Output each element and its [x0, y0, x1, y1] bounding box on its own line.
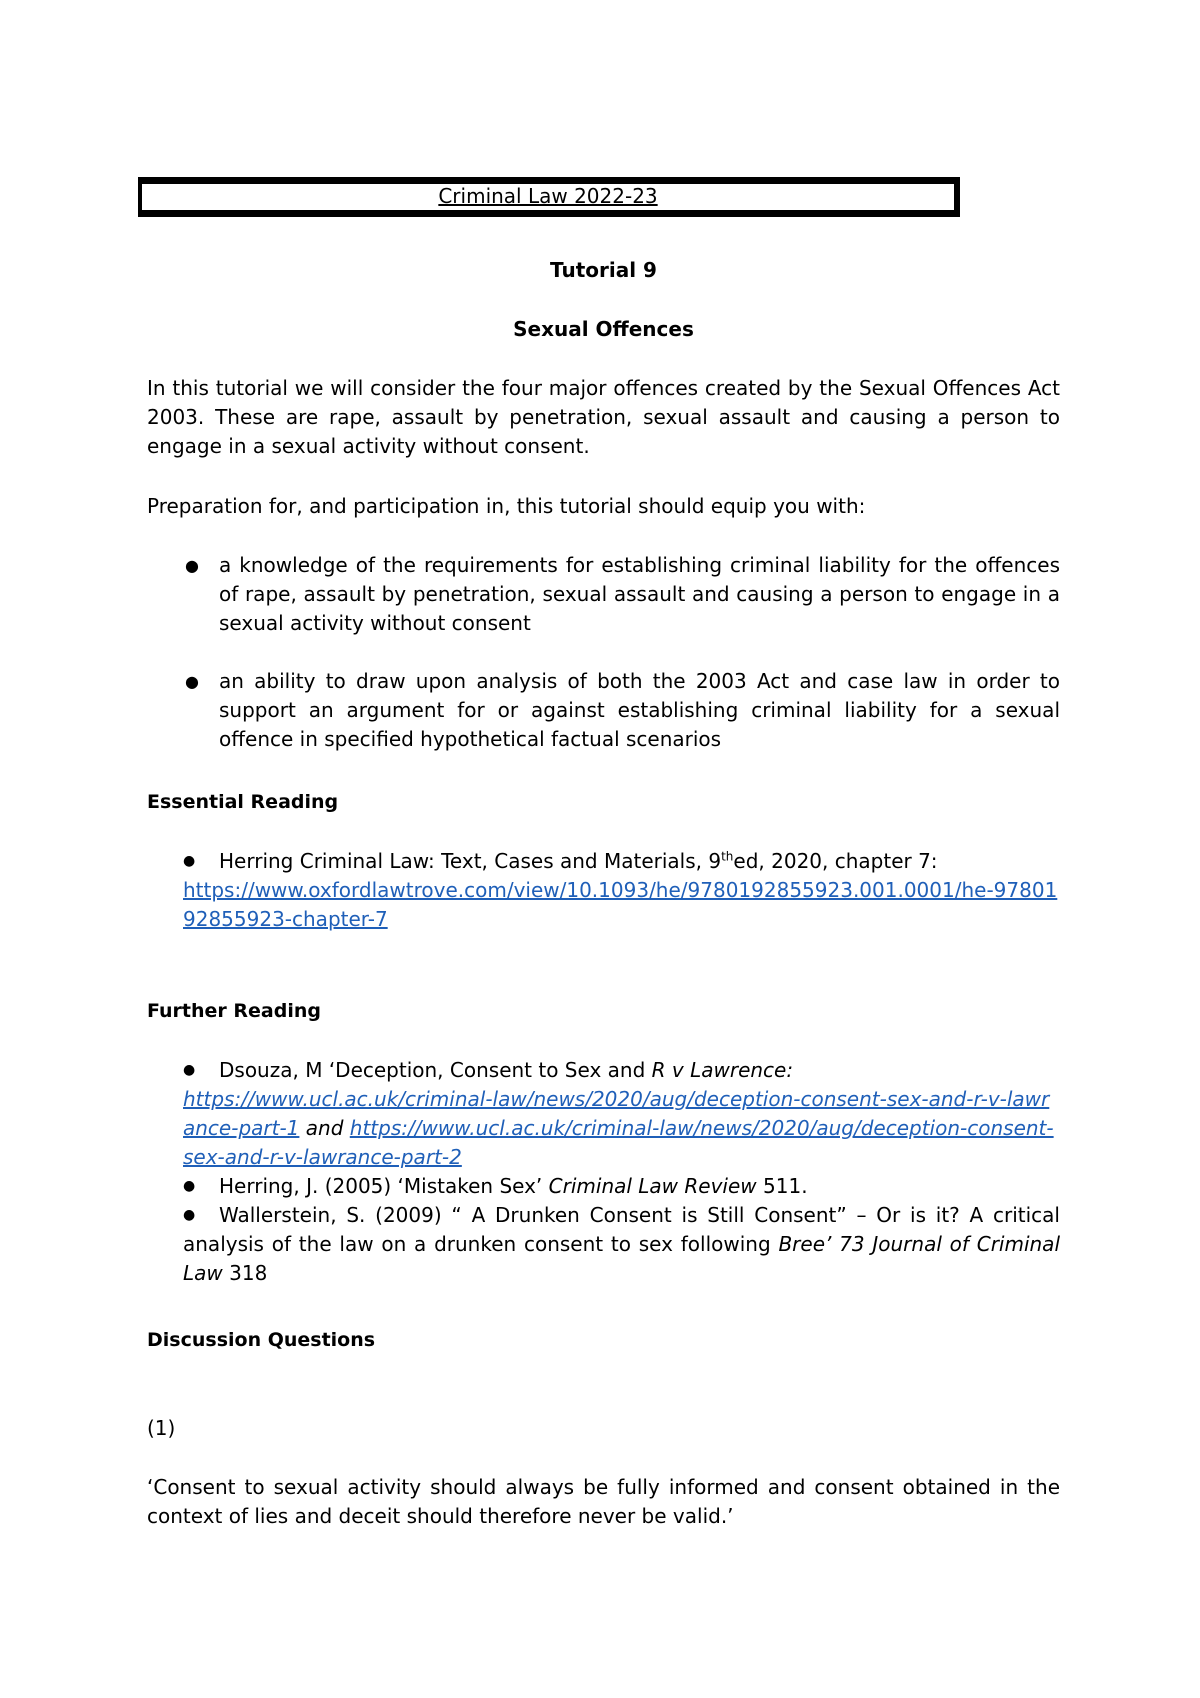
preparation-section — [147, 492, 1060, 521]
bullet-icon: ● — [185, 672, 199, 691]
essential-reading-list — [147, 847, 1060, 934]
intro-section — [147, 374, 1060, 461]
question-1-section — [147, 1473, 1060, 1531]
list-item — [147, 551, 1060, 638]
list-item — [147, 847, 1060, 934]
wallerstein-item — [147, 1201, 1060, 1288]
dsouza-case: R v Lawrence: — [651, 1058, 794, 1082]
essential-reading-heading: Essential Reading — [147, 791, 339, 813]
tutorial-topic-wrap — [147, 315, 1060, 344]
wallerstein-page: 318 — [222, 1261, 268, 1285]
tutorial-topic: Sexual Offences — [513, 317, 694, 341]
herring-text: Herring, J. (2005) ‘Mistaken Sex’ — [219, 1174, 549, 1198]
outcome-text: a knowledge of the requirements for establishing criminal liability for the offences of rape, assault by penetration, sexual assault and causing a person to engage in a sexual activity without consent — [219, 553, 1060, 635]
outcome-text: an ability to draw upon analysis of both the 2003 Act and case law in order to support an argument for or against establishing criminal liability for a sexual offence in specified hypothetical factual scenarios — [219, 669, 1060, 751]
dsouza-and: and — [305, 1116, 344, 1140]
question-1-number-wrap — [147, 1414, 1060, 1443]
further-reading-heading-wrap — [147, 997, 1060, 1026]
course-title: Criminal Law 2022-23 — [438, 184, 658, 208]
essential-item-suffix: ed, 2020, chapter 7: — [733, 849, 938, 873]
wallerstein-text: Wallerstein, S. (2009) “ A Drunken Consent is Still Consent” – Or is it? A critical analysis of the law on a drunken consent to sex following — [183, 1203, 1060, 1256]
dsouza-item — [147, 1056, 1060, 1172]
discussion-heading-wrap — [147, 1326, 1060, 1355]
question-1-number: (1) — [147, 1416, 176, 1440]
further-reading-section — [147, 1056, 1060, 1288]
outcomes-section — [147, 551, 1060, 754]
further-reading-list — [147, 1056, 1060, 1288]
bullet-icon: ● — [185, 556, 199, 575]
intro-paragraph: In this tutorial we will consider the four major offences created by the Sexual Offences Act 2003. These are rape, assault by penetration, sexual assault and causing a person to engage in a sexual activity without consent. — [147, 376, 1060, 458]
ucl-link-part-2[interactable]: https://www.ucl.ac.uk/criminal-law/news/2020/aug/deception-consent-sex-and-r-v-lawrance-part-2 — [183, 1116, 1054, 1169]
essential-item-prefix: Herring Criminal Law: Text, Cases and Materials, 9 — [219, 849, 722, 873]
essential-item-sup: th — [721, 849, 734, 864]
herring-page: 511. — [756, 1174, 808, 1198]
question-1-text: ‘Consent to sexual activity should always be fully informed and consent obtained in the context of lies and deceit should therefore never be valid.’ — [147, 1475, 1060, 1528]
tutorial-number: Tutorial 9 — [550, 258, 657, 282]
further-reading-heading: Further Reading — [147, 1000, 321, 1022]
bullet-icon: ● — [183, 1207, 196, 1223]
bullet-icon: ● — [183, 1178, 196, 1194]
discussion-heading: Discussion Questions — [147, 1329, 376, 1351]
bullet-icon: ● — [183, 1062, 196, 1078]
bullet-icon: ● — [183, 853, 196, 869]
essential-item — [147, 847, 1060, 934]
dsouza-text: Dsouza, M ‘Deception, Consent to Sex and — [219, 1058, 652, 1082]
list-item — [147, 1056, 1060, 1172]
outcomes-list — [147, 551, 1060, 754]
list-item — [147, 1172, 1060, 1201]
herring-journal: Criminal Law Review — [548, 1174, 757, 1198]
list-item — [147, 1201, 1060, 1288]
tutorial-number-wrap — [147, 256, 1060, 285]
wallerstein-journal: Bree’ 73 Journal of Criminal Law — [183, 1232, 1060, 1285]
ucl-link-part-1[interactable]: https://www.ucl.ac.uk/criminal-law/news/2020/aug/deception-consent-sex-and-r-v-lawrance-part-1 — [183, 1087, 1050, 1140]
list-item — [147, 667, 1060, 754]
essential-reading-section — [147, 847, 1060, 934]
essential-reading-heading-wrap — [147, 788, 1060, 817]
course-title-box — [138, 177, 960, 217]
oxford-lawtrove-link[interactable]: https://www.oxfordlawtrove.com/view/10.1093/he/9780192855923.001.0001/he-9780192855923-chapter-7 — [183, 878, 1058, 931]
preparation-text: Preparation for, and participation in, this tutorial should equip you with: — [147, 494, 866, 518]
herring-item — [147, 1172, 1060, 1201]
